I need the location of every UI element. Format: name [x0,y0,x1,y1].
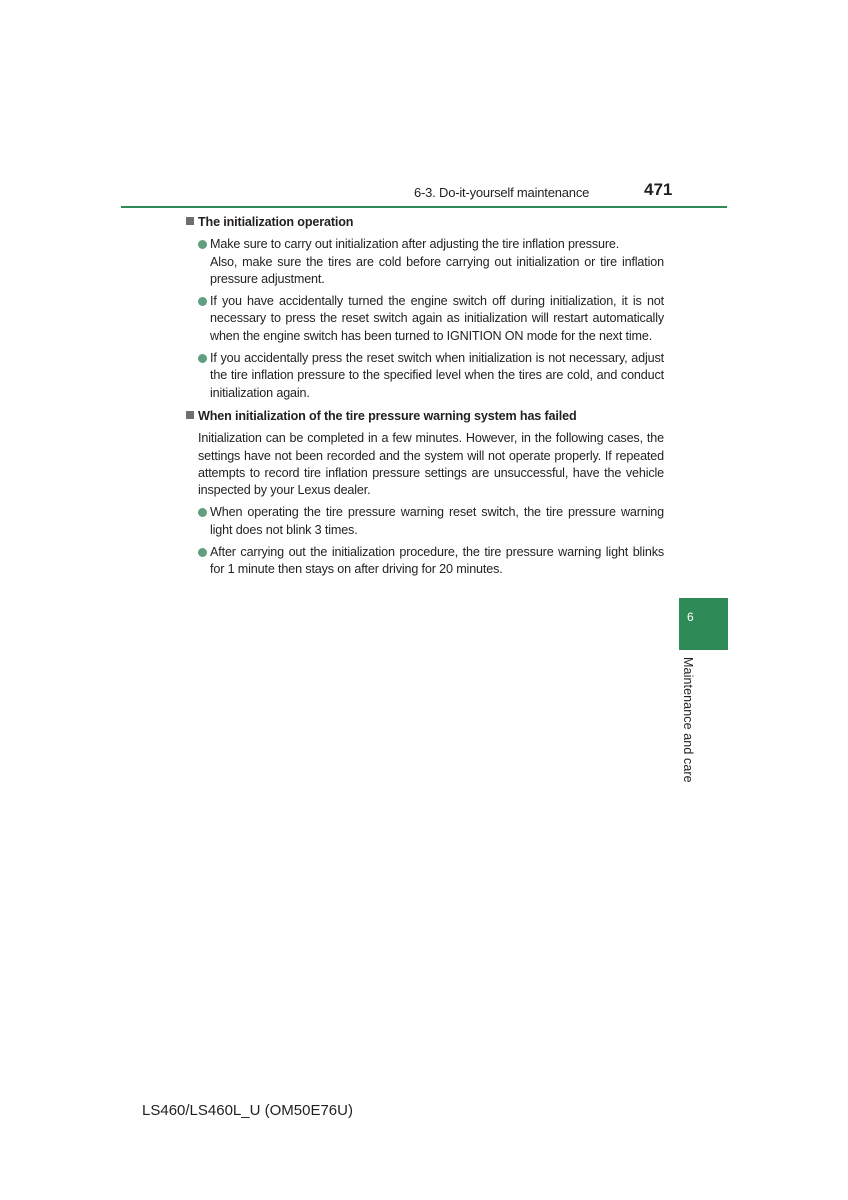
circle-bullet-icon [198,297,207,306]
list-item-text: If you have accidentally turned the engine switch off during initialization, it is not necessary to press the reset switch again as initialization will restart automatically when the engine switch has been turned to IGNITION ON mode for the next time. [210,294,664,343]
header-section-title: 6-3. Do-it-yourself maintenance [414,185,590,200]
list-item [186,504,664,539]
chapter-number: 6 [687,610,694,624]
section-heading-text: The initialization operation [198,215,354,229]
section-heading [186,214,664,231]
list-item [186,350,664,402]
chapter-label: Maintenance and care [681,657,695,783]
circle-bullet-icon [198,548,207,557]
list-item [186,236,664,288]
circle-bullet-icon [198,354,207,363]
chapter-tab [679,598,728,650]
circle-bullet-icon [198,508,207,517]
list-item-text: When operating the tire pressure warning reset switch, the tire pressure warning light does not blink 3 times. [210,505,664,537]
list-item-text: Make sure to carry out initialization after adjusting the tire inflation pressure. [210,237,620,252]
list-item-continuation: Also, make sure the tires are cold before carrying out initialization or tire inflation pressure adjustment. [210,254,664,286]
page-content [186,214,664,579]
section-heading [186,408,664,425]
footer-model-code: LS460/LS460L_U (OM50E76U) [142,1102,353,1119]
section-heading-text: When initialization of the tire pressure warning system has failed [198,408,577,423]
list-item-text: If you accidentally press the reset switch when initialization is not necessary, adjust the tire inflation pressure to the specified level when the tires are cold, and conduct initialization again. [210,351,664,400]
section-paragraph: Initialization can be completed in a few minutes. However, in the following cases, the settings have not been recorded and the system will not operate properly. If repeated attempts to record tire inflation pressure settings are unsuccessful, have the vehicle inspected by your Lexus dealer. [198,431,664,498]
square-bullet-icon [186,411,194,419]
list-item-text: After carrying out the initialization procedure, the tire pressure warning light blinks for 1 minute then stays on after driving for 20 minutes. [210,545,664,577]
header-rule [121,206,727,208]
list-item [186,293,664,345]
list-item [186,544,664,579]
circle-bullet-icon [198,240,207,249]
page-number: 471 [644,180,673,199]
square-bullet-icon [186,217,194,225]
